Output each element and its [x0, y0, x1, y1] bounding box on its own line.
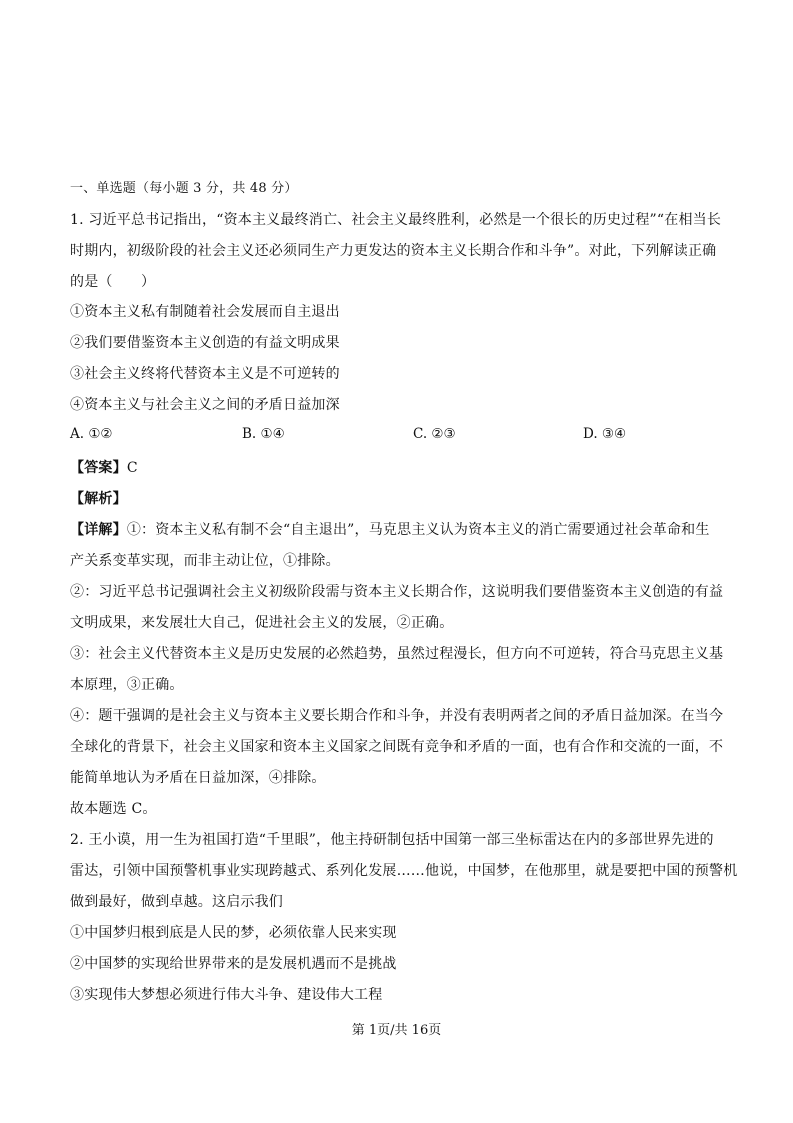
q1-conclusion: 故本题选 C。 — [70, 801, 157, 817]
answer-label: 【答案】 — [70, 460, 127, 476]
section-heading: 一、单选题（每小题 3 分，共 48 分） — [70, 181, 298, 196]
answer-value: C — [126, 460, 138, 476]
q1-analysis-line: 文明成果，来发展壮大自己，促进社会主义的发展，②正确。 — [70, 615, 454, 631]
q1-statement: ④资本主义与社会主义之间的矛盾日益加深 — [70, 397, 340, 413]
q1-analysis-line: ④：题干强调的是社会主义与资本主义要长期合作和斗争，并没有表明两者之间的矛盾日益加深。在当今 — [70, 708, 724, 724]
analysis-text: ①：资本主义私有制不会“自主退出”，马克思主义认为资本主义的消亡需要通过社会革命和生 — [126, 522, 710, 538]
q2-stem-line: 2. 王小谟，用一生为祖国打造“千里眼”，他主持研制包括中国第一部三坐标雷达在内的多部世界先进的 — [70, 832, 714, 848]
q1-analysis-line: ③：社会主义代替资本主义是历史发展的必然趋势，虽然过程漫长，但方向不可逆转，符合马克思主义基 — [70, 646, 724, 662]
detail-label: 【详解】 — [70, 522, 127, 538]
q2-statement: ③实现伟大梦想必须进行伟大斗争、建设伟大工程 — [70, 987, 383, 1003]
q1-analysis-line: 产关系变革实现，而非主动让位，①排除。 — [70, 553, 340, 569]
q1-analysis-line: 全球化的背景下，社会主义国家和资本主义国家之间既有竞争和矛盾的一面，也有合作和交流的一面，不 — [70, 739, 724, 755]
q1-option-d: D. ③④ — [583, 426, 627, 442]
q1-stem-line: 的是（ ） — [70, 274, 156, 290]
q1-option-c: C. ②③ — [413, 426, 456, 442]
page-footer: 第 1页/共 16页 — [351, 1023, 442, 1038]
q1-analysis-line: ②：习近平总书记强调社会主义初级阶段需与资本主义长期合作，这说明我们要借鉴资本主义创造的有益 — [70, 584, 724, 600]
q1-analysis-line: 能简单地认为矛盾在日益加深，④排除。 — [70, 770, 326, 786]
q1-options — [70, 426, 730, 446]
q1-statement: ①资本主义私有制随着社会发展而自主退出 — [70, 304, 340, 320]
q1-option-a: A. ①② — [70, 426, 113, 442]
q1-statement: ③社会主义终将代替资本主义是不可逆转的 — [70, 366, 340, 382]
q2-stem-line: 做到最好，做到卓越。这启示我们 — [70, 894, 283, 910]
q2-statement: ②中国梦的实现给世界带来的是发展机遇而不是挑战 — [70, 956, 397, 972]
q1-analysis-label — [70, 489, 730, 509]
analysis-label: 【解析】 — [70, 491, 127, 507]
q1-stem-line: 时期内，初级阶段的社会主义还必须同生产力更发达的资本主义长期合作和斗争”。对此，下列解读正确 — [70, 243, 717, 259]
q1-stem-line: 1. 习近平总书记指出，“资本主义最终消亡、社会主义最终胜利，必然是一个很长的历史过程”“在相当长 — [70, 212, 722, 228]
q1-analysis-line: 本原理，③正确。 — [70, 677, 184, 693]
q1-answer-line — [70, 458, 730, 478]
q2-stem-line: 雷达，引领中国预警机事业实现跨越式、系列化发展……他说，中国梦，在他那里，就是要把中国的预警机 — [70, 863, 738, 879]
q2-statement: ①中国梦归根到底是人民的梦，必须依靠人民来实现 — [70, 925, 397, 941]
q1-statement: ②我们要借鉴资本主义创造的有益文明成果 — [70, 335, 340, 351]
q1-option-b: B. ①④ — [242, 426, 285, 442]
q1-analysis-line — [70, 520, 730, 540]
